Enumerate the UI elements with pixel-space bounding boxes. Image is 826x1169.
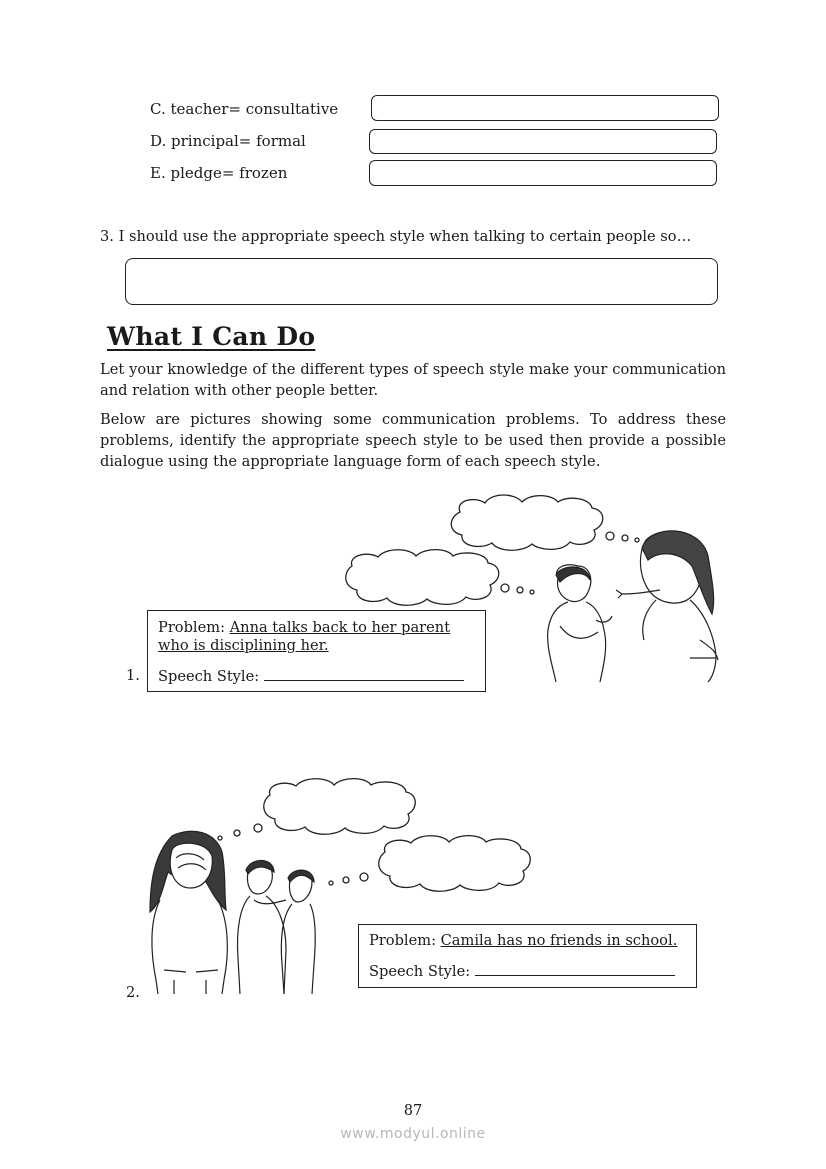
problem-1-label: Problem:: [158, 619, 225, 636]
problem-1-text-line2: who is disciplining her.: [158, 637, 329, 654]
item-e-label: E. pledge= frozen: [150, 164, 288, 182]
thought-bubble-1a: [451, 495, 603, 550]
scene-1-figures: [548, 531, 718, 682]
problem-1-text-line1: Anna talks back to her parent: [229, 619, 451, 636]
problem-2-label: Problem:: [369, 932, 436, 949]
intro-paragraph: Let your knowledge of the different types of speech style make your communication and relation with other people better.: [100, 361, 726, 399]
scene-2-figures: [150, 831, 315, 994]
problem-2-number: 2.: [126, 984, 140, 1001]
problem-2-box: [358, 924, 697, 988]
problem-2-style-blank[interactable]: [475, 961, 675, 976]
thought-bubble-2a: [264, 779, 415, 835]
problem-2-text: Camila has no friends in school.: [440, 932, 678, 949]
instructions-paragraph: Below are pictures showing some communication problems. To address these problems, identify the appropriate speech style to be used then provide a possible dialogue using the appropriate language form of each speech style.: [100, 411, 726, 470]
problem-1-style-blank[interactable]: [264, 666, 464, 681]
thought-bubble-2b: [379, 836, 530, 892]
thought-bubble-1b: [346, 550, 499, 606]
problem-2-style-label: Speech Style:: [369, 963, 471, 980]
item-c-label: C. teacher= consultative: [150, 100, 339, 118]
section-title: What I Can Do: [107, 322, 316, 351]
watermark: www.modyul.online: [340, 1126, 486, 1142]
item-d-label: D. principal= formal: [150, 132, 306, 150]
problem-1-box: [147, 610, 486, 692]
page-number: 87: [403, 1102, 423, 1119]
problem-1-style-label: Speech Style:: [158, 668, 260, 685]
problem-1-number: 1.: [126, 667, 140, 684]
question-3: 3. I should use the appropriate speech style when talking to certain people so…: [100, 228, 692, 245]
